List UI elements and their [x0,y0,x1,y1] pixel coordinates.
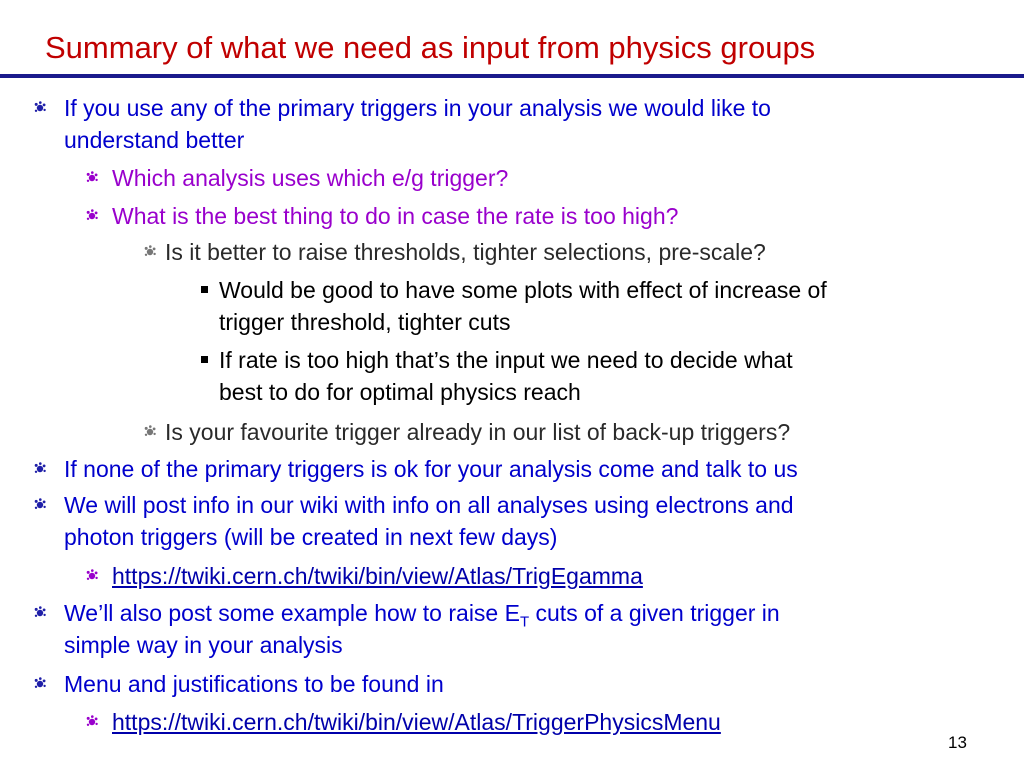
bullet-text: Menu and justifications to be found in [64,671,444,697]
bullet-text: If rate is too high that’s the input we need to decide what [219,347,793,373]
splat-bullet-icon [34,462,47,475]
trigegamma-link[interactable]: https://twiki.cern.ch/twiki/bin/view/Atlas/TrigEgamma [112,563,643,589]
splat-bullet-icon [86,171,99,184]
splat-bullet-icon [34,677,47,690]
subscript-t: T [519,613,530,631]
bullet-text: If none of the primary triggers is ok for your analysis come and talk to us [64,456,798,482]
bullet-text-pre: We’ll also post some example how to raise E [64,600,520,626]
square-bullet-icon [201,286,208,293]
bullet-text: understand better [64,127,245,153]
page-number: 13 [948,733,967,752]
bullet-text: Which analysis uses which e/g trigger? [112,165,509,191]
splat-bullet-icon [86,715,99,728]
bullet-text: If you use any of the primary triggers in your analysis we would like to [64,95,771,121]
bullet-text: Is it better to raise thresholds, tighter selections, pre-scale? [165,239,766,265]
splat-bullet-icon [86,569,99,582]
slide-title: Summary of what we need as input from physics groups [45,30,816,65]
bullet-text: Is your favourite trigger already in our list of back-up triggers? [165,419,791,445]
bullet-text: best to do for optimal physics reach [219,379,581,405]
bullet-text: trigger threshold, tighter cuts [219,309,511,335]
bullet-text: photon triggers (will be created in next few days) [64,524,558,550]
splat-bullet-icon [144,245,157,258]
square-bullet-icon [201,356,208,363]
splat-bullet-icon [86,209,99,222]
splat-bullet-icon [34,498,47,511]
bullet-text: simple way in your analysis [64,632,343,658]
bullet-text: We will post info in our wiki with info on all analyses using electrons and [64,492,794,518]
splat-bullet-icon [34,101,47,114]
bullet-text-post: cuts of a given trigger in [529,600,780,626]
title-underline [0,74,1024,78]
splat-bullet-icon [144,425,157,438]
splat-bullet-icon [34,606,47,619]
bullet-text: What is the best thing to do in case the rate is too high? [112,203,679,229]
bullet-text: Would be good to have some plots with effect of increase of [219,277,827,303]
triggerphysicsmenu-link[interactable]: https://twiki.cern.ch/twiki/bin/view/Atlas/TriggerPhysicsMenu [112,709,721,735]
